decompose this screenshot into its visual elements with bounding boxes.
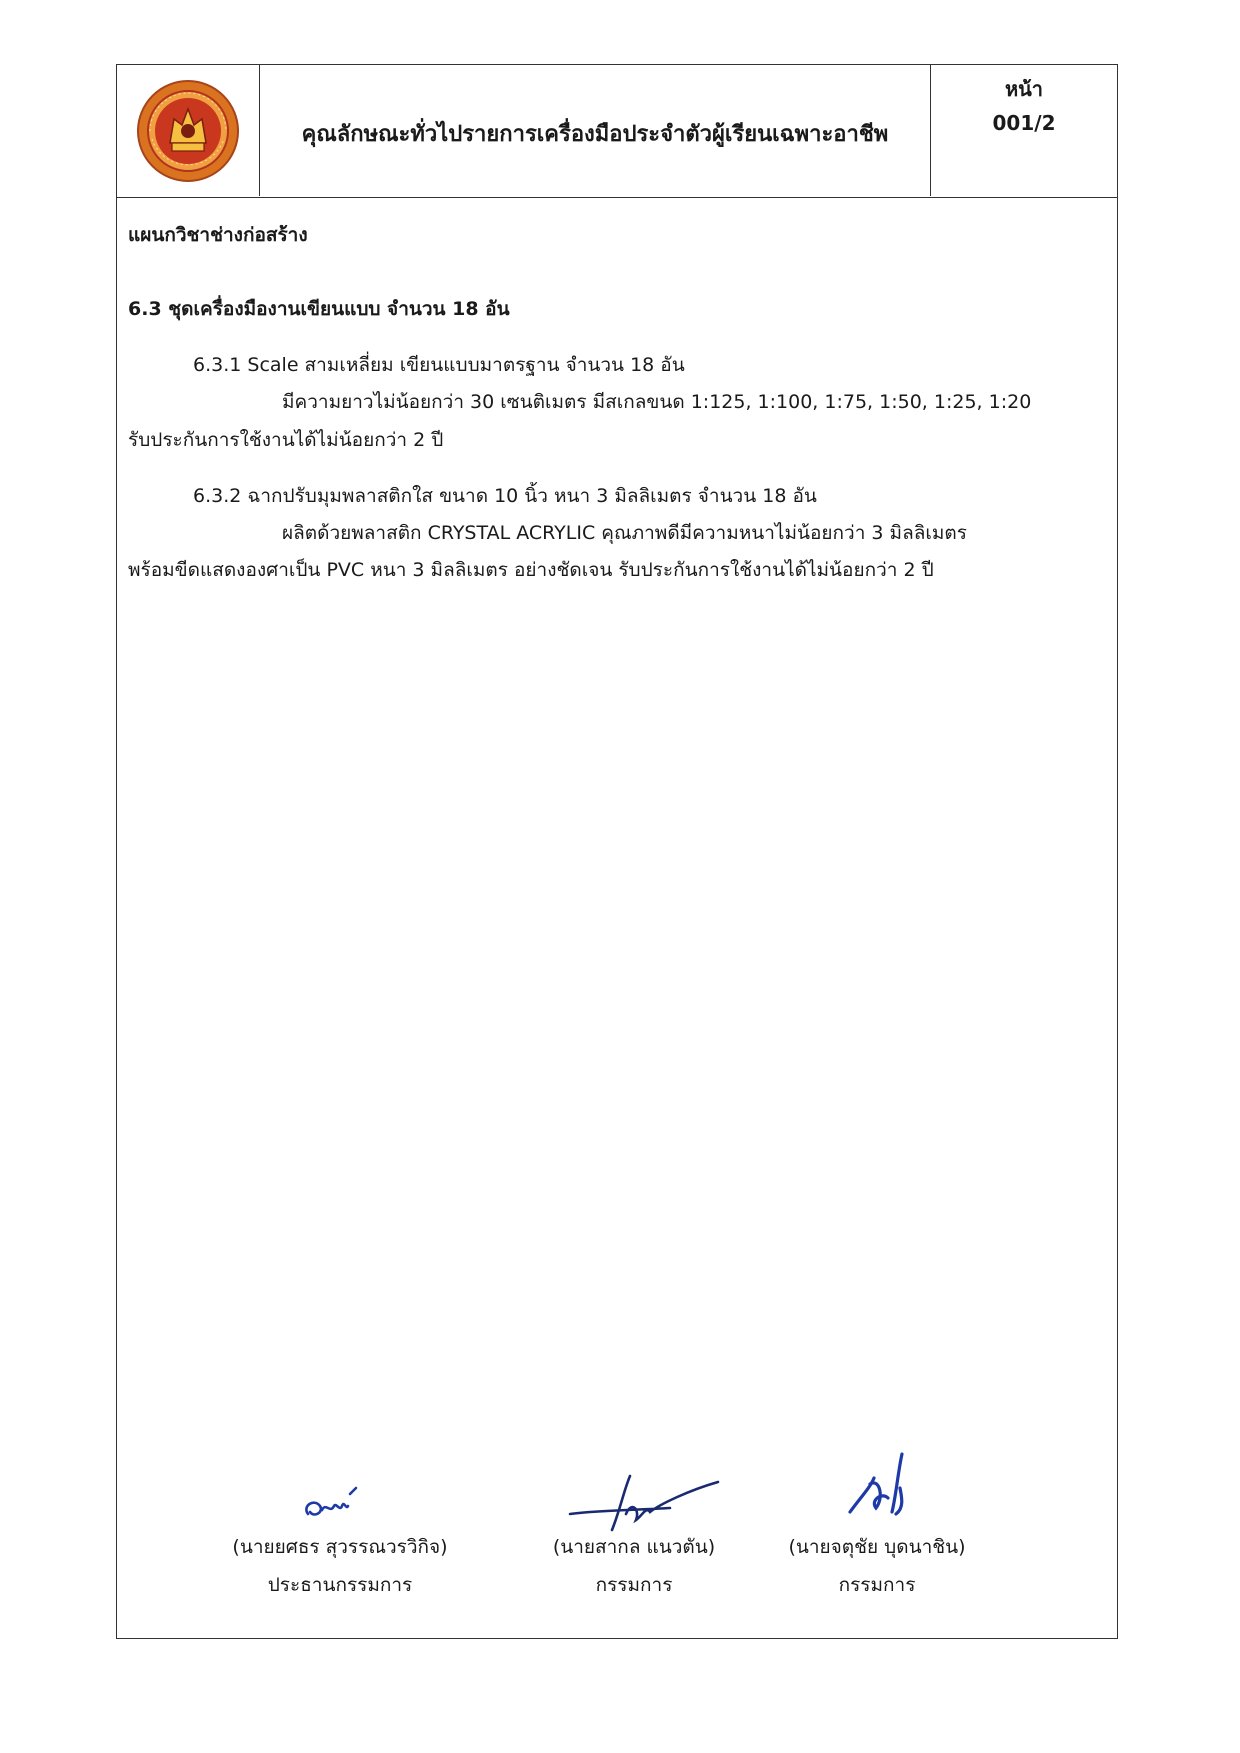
item-6-3-2-line2: พร้อมขีดแสดงองศาเป็น PVC หนา 3 มิลลิเมตร อย่างชัดเจน รับประกันการใช้งานได้ไม่น้อยกว่า 2 ปี (128, 559, 934, 581)
item-6-3-1-line1: มีความยาวไม่น้อยกว่า 30 เซนติเมตร มีสเกลขนด 1:125, 1:100, 1:75, 1:50, 1:25, 1:20 (282, 391, 1032, 413)
signature-name-member-2: (นายจตุชัย บุดนาชิน) (788, 1536, 966, 1558)
signature-mark-member-1 (560, 1470, 730, 1540)
signature-name-member-1: (นายสากล แนวตัน) (552, 1536, 716, 1558)
page-cell (931, 65, 1117, 196)
page-number: 001/2 (992, 111, 1056, 135)
item-6-3-1-title: 6.3.1 Scale สามเหลี่ยม เขียนแบบมาตรฐาน จำนวน 18 อัน (193, 354, 685, 376)
signature-mark-chairman (300, 1484, 380, 1528)
item-6-3-1-line2: รับประกันการใช้งานได้ไม่น้อยกว่า 2 ปี (128, 429, 444, 451)
document-header (117, 65, 1117, 198)
vocational-education-seal-icon (136, 79, 240, 183)
section-heading: 6.3 ชุดเครื่องมืองานเขียนแบบ จำนวน 18 อัน (128, 298, 510, 320)
signature-role-chairman: ประธานกรรมการ (267, 1574, 413, 1596)
document-title: คุณลักษณะทั่วไปรายการเครื่องมือประจำตัวผู้เรียนเฉพาะอาชีพ (301, 122, 889, 147)
title-cell (260, 65, 931, 196)
item-6-3-2-line1: ผลิตด้วยพลาสติก CRYSTAL ACRYLIC คุณภาพดีมีความหนาไม่น้อยกว่า 3 มิลลิเมตร (282, 522, 967, 544)
signature-role-member-2: กรรมการ (838, 1574, 916, 1596)
item-6-3-2-title: 6.3.2 ฉากปรับมุมพลาสติกใส ขนาด 10 นิ้ว หนา 3 มิลลิเมตร จำนวน 18 อัน (193, 485, 817, 507)
page-label: หน้า (1004, 77, 1044, 101)
signature-role-member-1: กรรมการ (595, 1574, 673, 1596)
logo-cell (117, 65, 260, 196)
signature-mark-member-2 (840, 1448, 920, 1528)
department-heading: แผนกวิชาช่างก่อสร้าง (128, 224, 308, 246)
signature-name-chairman: (นายยศธร สุวรรณวรวิกิจ) (232, 1536, 448, 1558)
